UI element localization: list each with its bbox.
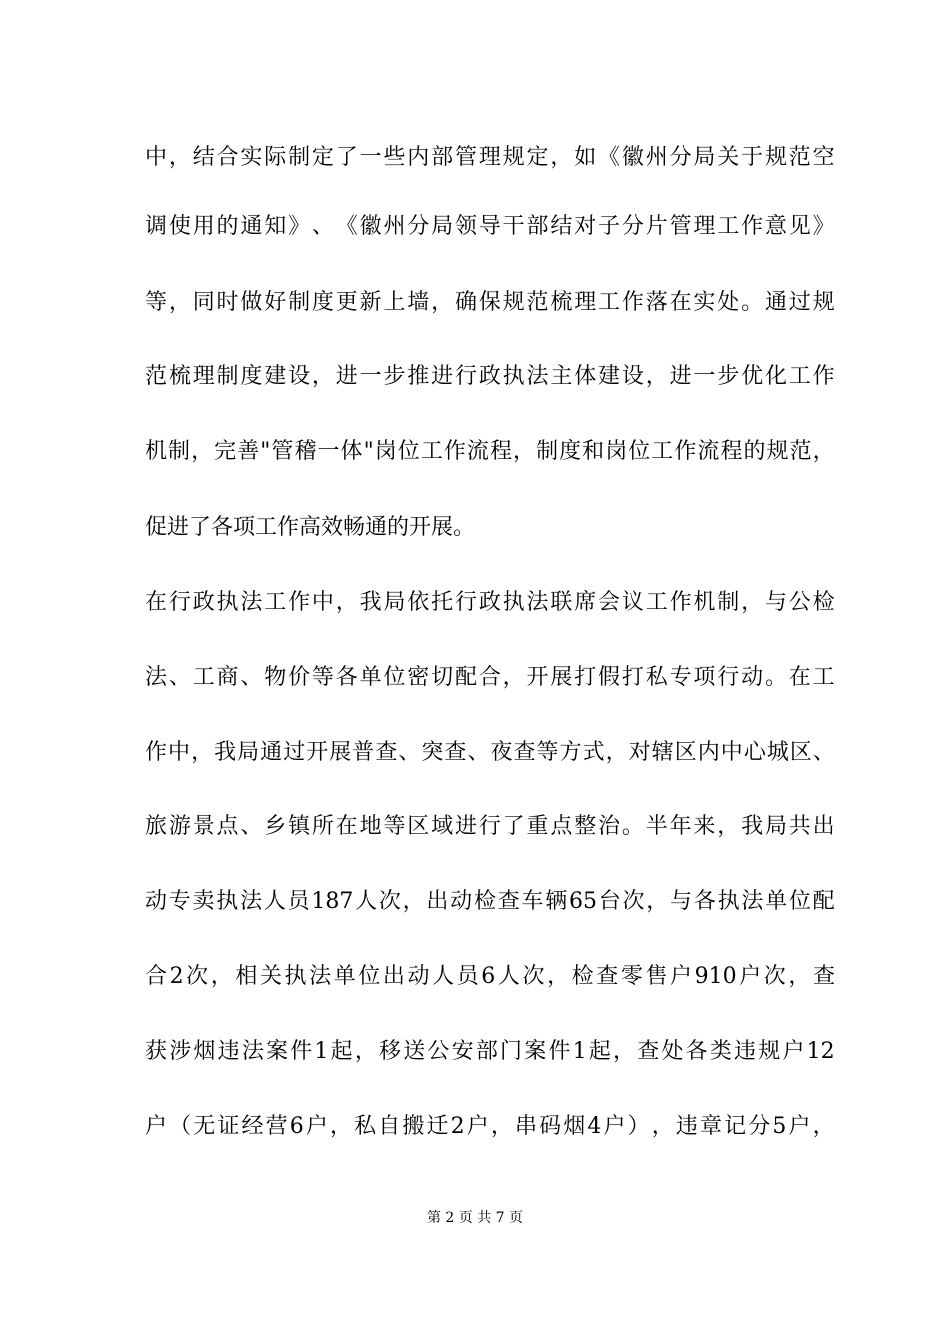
paragraph-line: 机 制 ， 完 善 " 管 稽 一 体 " 岗 位 工 作 流 程 ， 制 度 和 岗 位 工 作 流 程 的 规 范 ， bbox=[145, 439, 835, 464]
paragraph-line: 促进了各项工作高效畅通的开展。 bbox=[145, 515, 476, 540]
paragraph-line: 合 2 次 ， 相 关 执 法 单 位 出 动 人 员 6 人 次 ， 检 查 零 售 户 910 户 次 ， 查 bbox=[145, 964, 835, 989]
paragraph-line: 旅 游 景 点 、 乡 镇 所 在 地 等 区 域 进 行 了 重 点 整 治 。 半 年 来 ， 我 局 共 出 bbox=[145, 814, 835, 839]
paragraph-line: 等 ， 同 时 做 好 制 度 更 新 上 墙 ， 确 保 规 范 梳 理 工 作 落 在 实 处 。 通 过 规 bbox=[145, 290, 835, 315]
paragraph-line: 在 行 政 执 法 工 作 中 ， 我 局 依 托 行 政 执 法 联 席 会 议 工 作 机 制 ， 与 公 检 bbox=[145, 590, 835, 615]
paragraph-line: 户 （ 无 证 经 营 6 户 ， 私 自 搬 迁 2 户 ， 串 码 烟 4 户 ） ， 违 章 记 分 5 户 ， bbox=[145, 1114, 835, 1139]
paragraph-line: 中 ， 结 合 实 际 制 定 了 一 些 内 部 管 理 规 定 ， 如 《 徽 州 分 局 关 于 规 范 空 bbox=[145, 145, 835, 170]
paragraph-line: 获 涉 烟 违 法 案 件 1 起 ， 移 送 公 安 部 门 案 件 1 起 ， 查 处 各 类 违 规 户 12 bbox=[145, 1039, 835, 1064]
page-footer bbox=[0, 1209, 950, 1227]
paragraph-line: 范 梳 理 制 度 建 设 ， 进 一 步 推 进 行 政 执 法 主 体 建 设 ， 进 一 步 优 化 工 作 bbox=[145, 364, 835, 389]
paragraph-line: 作 中 ， 我 局 通 过 开 展 普 查 、 突 查 、 夜 查 等 方 式 ， 对 辖 区 内 中 心 城 区 、 bbox=[145, 740, 835, 765]
paragraph-line: 动 专 卖 执 法 人 员 187 人 次 ， 出 动 检 查 车 辆 65 台 次 ， 与 各 执 法 单 位 配 bbox=[145, 889, 835, 914]
page-number-label: 第 2 页 共 7 页 bbox=[426, 1210, 524, 1226]
paragraph-line: 调 使 用 的 通 知 》 、 《 徽 州 分 局 领 导 干 部 结 对 子 分 片 管 理 工 作 意 见 》 bbox=[145, 214, 835, 239]
paragraph-line: 法 、 工 商 、 物 价 等 各 单 位 密 切 配 合 ， 开 展 打 假 打 私 专 项 行 动 。 在 工 bbox=[145, 665, 835, 690]
